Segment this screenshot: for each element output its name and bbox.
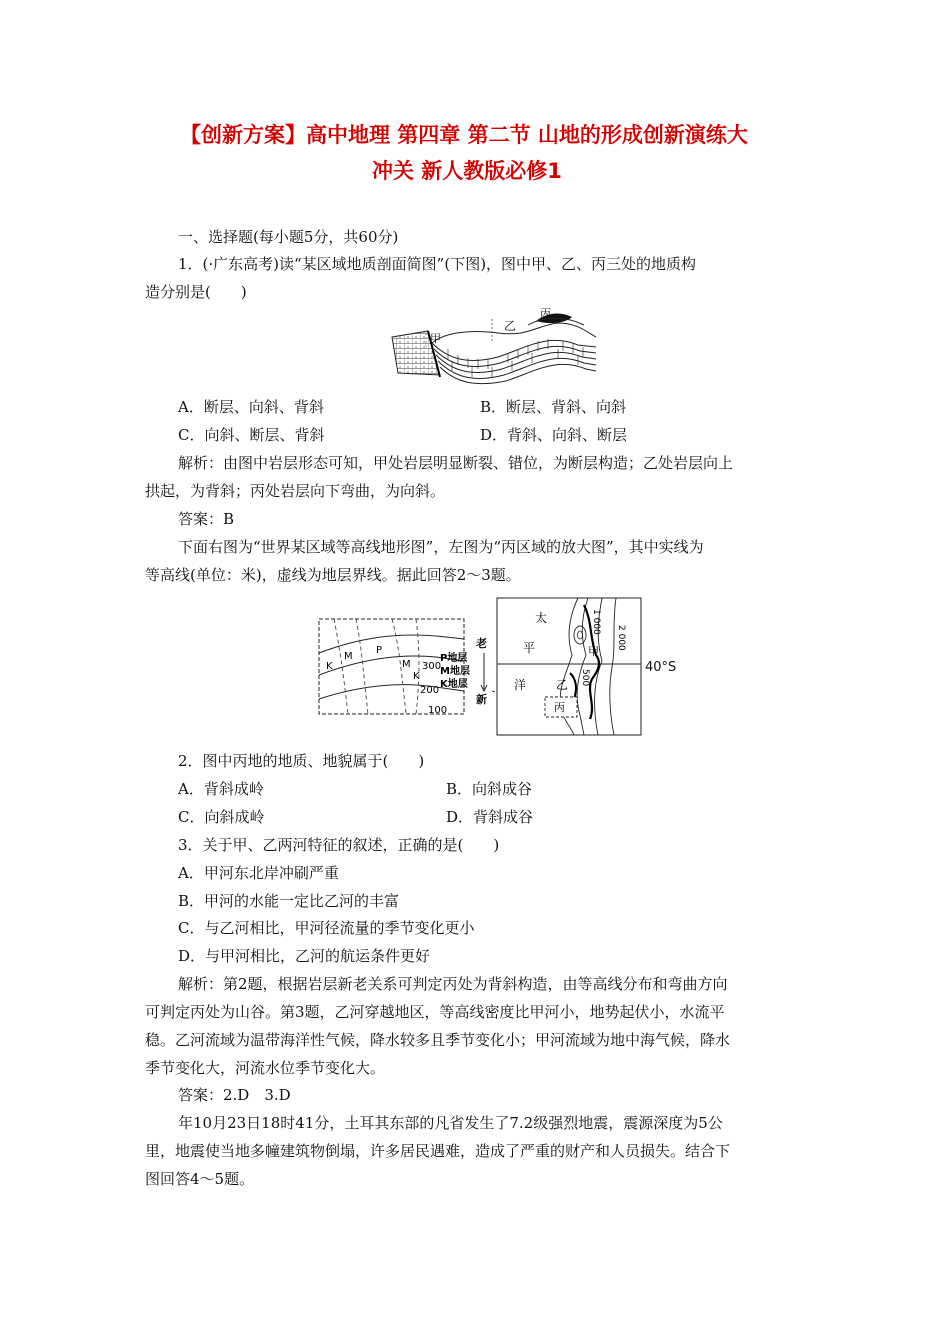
map-label-jia: 甲 [588,645,599,658]
q1-stem-line2: 造分别是( ) [145,283,247,301]
map-label-yang: 洋 [514,678,527,692]
map-label-m2: M [402,659,411,670]
map-label-ping: 平 [523,641,536,655]
section-heading: 一、选择题(每小题5分，共60分) [178,228,399,246]
map-label-p: P [376,645,383,656]
label-yi: 乙 [504,319,517,333]
q1-option-a: A．断层、向斜、背斜 [178,398,324,416]
map-label-k2: K [413,671,420,682]
q1-option-b: B．断层、背斜、向斜 [480,398,627,416]
q1-stem-line1: 1．(·广东高考)读“某区域地质剖面简图”(下图)，图中甲、乙、丙三处的地质构 [178,255,697,273]
analysis23-line3: 稳。乙河流域为温带海洋性气候，降水较多且季节变化小；甲河流域为地中海气候，降水 [145,1031,731,1049]
label-jia: 甲 [430,332,441,345]
analysis23-line1: 解析：第2题，根据岩层新老关系可判定丙处为背斜构造，由等高线分布和弯曲方向 [178,975,728,993]
geologic-section-figure [388,303,603,389]
intro2-line2: 等高线(单位：米)，虚线为地层界线。据此回答2～3题。 [145,566,521,584]
q3-option-d: D．与甲河相比，乙河的航运条件更好 [178,947,431,965]
q2-option-b: B．向斜成谷 [446,780,533,798]
legend-p: P地层 [440,653,468,664]
q3-stem: 3．关于甲、乙两河特征的叙述，正确的是( ) [178,836,500,854]
map-contour-2000: 2 000 [616,625,626,651]
analysis23-line4: 季节变化大，河流水位季节变化大。 [145,1059,386,1077]
q3-option-a: A．甲河东北岸冲刷严重 [178,864,339,882]
legend-old: 老 [476,637,487,650]
legend-m: M地层 [440,666,470,677]
q1-analysis-line2: 拱起，为背斜；丙处岩层向下弯曲，为向斜。 [145,482,446,500]
intro4-line2: 里，地震使当地多幢建筑物倒塌，许多居民遇难，造成了严重的财产和人员损失。结合下 [145,1142,731,1160]
q2-stem: 2．图中丙地的地质、地貌属于( ) [178,752,425,770]
q1-answer: 答案：B [178,510,235,528]
document-title-line2: 冲关 新人教版必修1 [372,159,562,183]
map-contour-1000: 1 000 [591,609,601,635]
contour-map-figure [316,595,646,740]
map-label-bing: 丙 [554,701,565,714]
q1-analysis-line1: 解析：由图中岩层形态可知，甲处岩层明显断裂、错位，为断层构造；乙处岩层向上 [178,454,734,472]
analysis23-answer: 答案：2.D 3.D [178,1086,291,1104]
q2-option-d: D．背斜成谷 [446,808,534,826]
analysis23-line2: 可判定丙处为山谷。第3题，乙河穿越地区，等高线密度比甲河小，地势起伏小，水流平 [145,1003,725,1021]
legend-new: 新 [476,693,487,706]
map-contour-500: 500 [580,669,590,687]
map-label-k1: K [326,661,333,672]
contour-label-300: 300 [422,661,442,672]
map-label-tai: 太 [535,611,548,625]
map-label-yi: 乙 [556,678,569,692]
intro4-line3: 图回答4～5题。 [145,1170,255,1188]
label-bing: 丙 [540,307,551,320]
map-label-m1: M [344,651,353,662]
contour-label-200: 200 [420,685,440,696]
contour-label-100: 100 [428,705,448,716]
latitude-label: 40°S [645,660,677,675]
intro4-line1: 年10月23日18时41分，土耳其东部的凡省发生了7.2级强烈地震，震源深度为5公 [178,1114,723,1132]
legend-k: K地层 [440,679,468,690]
q3-option-b: B．甲河的水能一定比乙河的丰富 [178,892,400,910]
intro2-line1: 下面右图为“世界某区域等高线地形图”，左图为“丙区域的放大图”，其中实线为 [178,538,704,556]
q2-option-c: C．向斜成岭 [178,808,265,826]
document-title-line1: 【创新方案】高中地理 第四章 第二节 山地的形成创新演练大 [180,123,748,147]
q1-option-c: C．向斜、断层、背斜 [178,426,325,444]
q2-option-a: A．背斜成岭 [178,780,264,798]
q1-option-d: D．背斜、向斜、断层 [480,426,628,444]
q3-option-c: C．与乙河相比，甲河径流量的季节变化更小 [178,919,475,937]
